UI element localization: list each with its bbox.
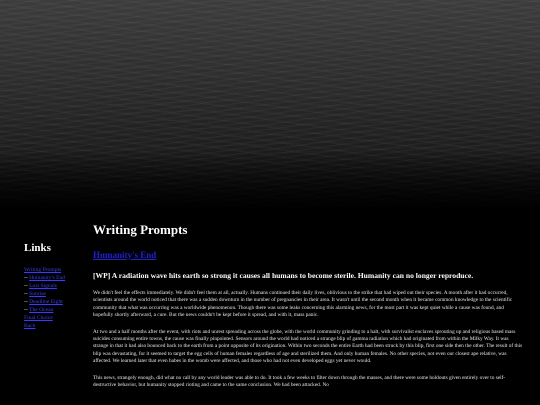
- story-paragraph: This news, strangely enough, did what no call by any world leader was able to do. It took a few weeks to filter down through the masses, and there were some holdouts given entirely over to self-destructive behavior, but humanity stopped rioting and came to the same conclusion. We had been attacked. No: [93, 374, 506, 389]
- sidebar-item: [24, 322, 84, 330]
- sidebar-link-deadline-eight[interactable]: Deadline Eight: [29, 299, 63, 305]
- sidebar-link-sunrise[interactable]: Sunrise: [29, 291, 46, 297]
- sidebar-item: -- Lost Signals: [24, 283, 57, 289]
- sidebar-link-final-choice[interactable]: Final Choice: [24, 315, 53, 321]
- sidebar-heading: Links: [24, 242, 51, 254]
- story-paragraph: At two and a half months after the event, with riots and unrest spreading across the globe, with the world community grinding to a halt, with survivalist enclaves sprouting up and religious based mass suicides consuming entire towns, the cause was finally pinpointed. Sensors around the world had noticed a strange blip of gamma radiation which had originated from within the Milky Way. It was strange in that it had also bounced back to the earth from a point opposite of its origination. Within two seconds the entire Earth had been struck by this blip, first one side then the other. The result of this blip was devastating, for it seemed to target the egg cells of human females regardless of age and sterilized them. And only human females. No other species, not even our closest ape relative, was affected. We learned later that even babes in the womb were affected, and those who had not even developed eggs yet never would.: [93, 328, 523, 365]
- header-fade: [0, 150, 540, 210]
- sidebar: [24, 242, 84, 330]
- sidebar-item: [24, 314, 84, 322]
- sidebar-link-the-ocean[interactable]: The Ocean: [29, 307, 54, 313]
- sidebar-links: [24, 266, 84, 330]
- sidebar-item: [24, 266, 84, 274]
- main-content: [93, 222, 523, 398]
- sidebar-link-humanitys-end[interactable]: Humanity's End: [29, 275, 66, 281]
- story-paragraph: We didn't feel the effects immediately. We didn't feel them at all, actually. Humans continued their daily lives, oblivious to the strike that had wiped out their species. A month after it had occurred, scientists around the world noticed that there was a sudden downturn in the number of pregnancies in their area. It wasn't until the second month when it became common knowledge to the scientific community that what was occurring was a worldwide phenomenon. Though there was some leaks concerning this alarming news, for the most part it was kept quiet while a cause was found, and hopefully shortly afterward, a cure. But the news couldn't be kept before it spread, and with it, mass panic.: [93, 290, 513, 319]
- sidebar-link-back[interactable]: Back: [24, 323, 36, 329]
- sidebar-link-writing-prompts[interactable]: Writing Prompts: [24, 267, 62, 273]
- sidebar-item: -- Sunrise: [24, 291, 46, 297]
- prompt-heading: [WP] A radiation wave hits earth so strong it causes all humans to become sterile. Humanity can no longer reproduce.: [93, 271, 474, 280]
- page-title: Writing Prompts: [93, 222, 188, 237]
- sidebar-item: -- Deadline Eight: [24, 299, 63, 305]
- sidebar-link-lost-signals[interactable]: Lost Signals: [29, 283, 57, 289]
- post-title-link[interactable]: Humanity's End: [93, 250, 157, 260]
- sidebar-item: -- Humanity's End: [24, 275, 66, 281]
- sidebar-item: -- The Ocean: [24, 307, 54, 313]
